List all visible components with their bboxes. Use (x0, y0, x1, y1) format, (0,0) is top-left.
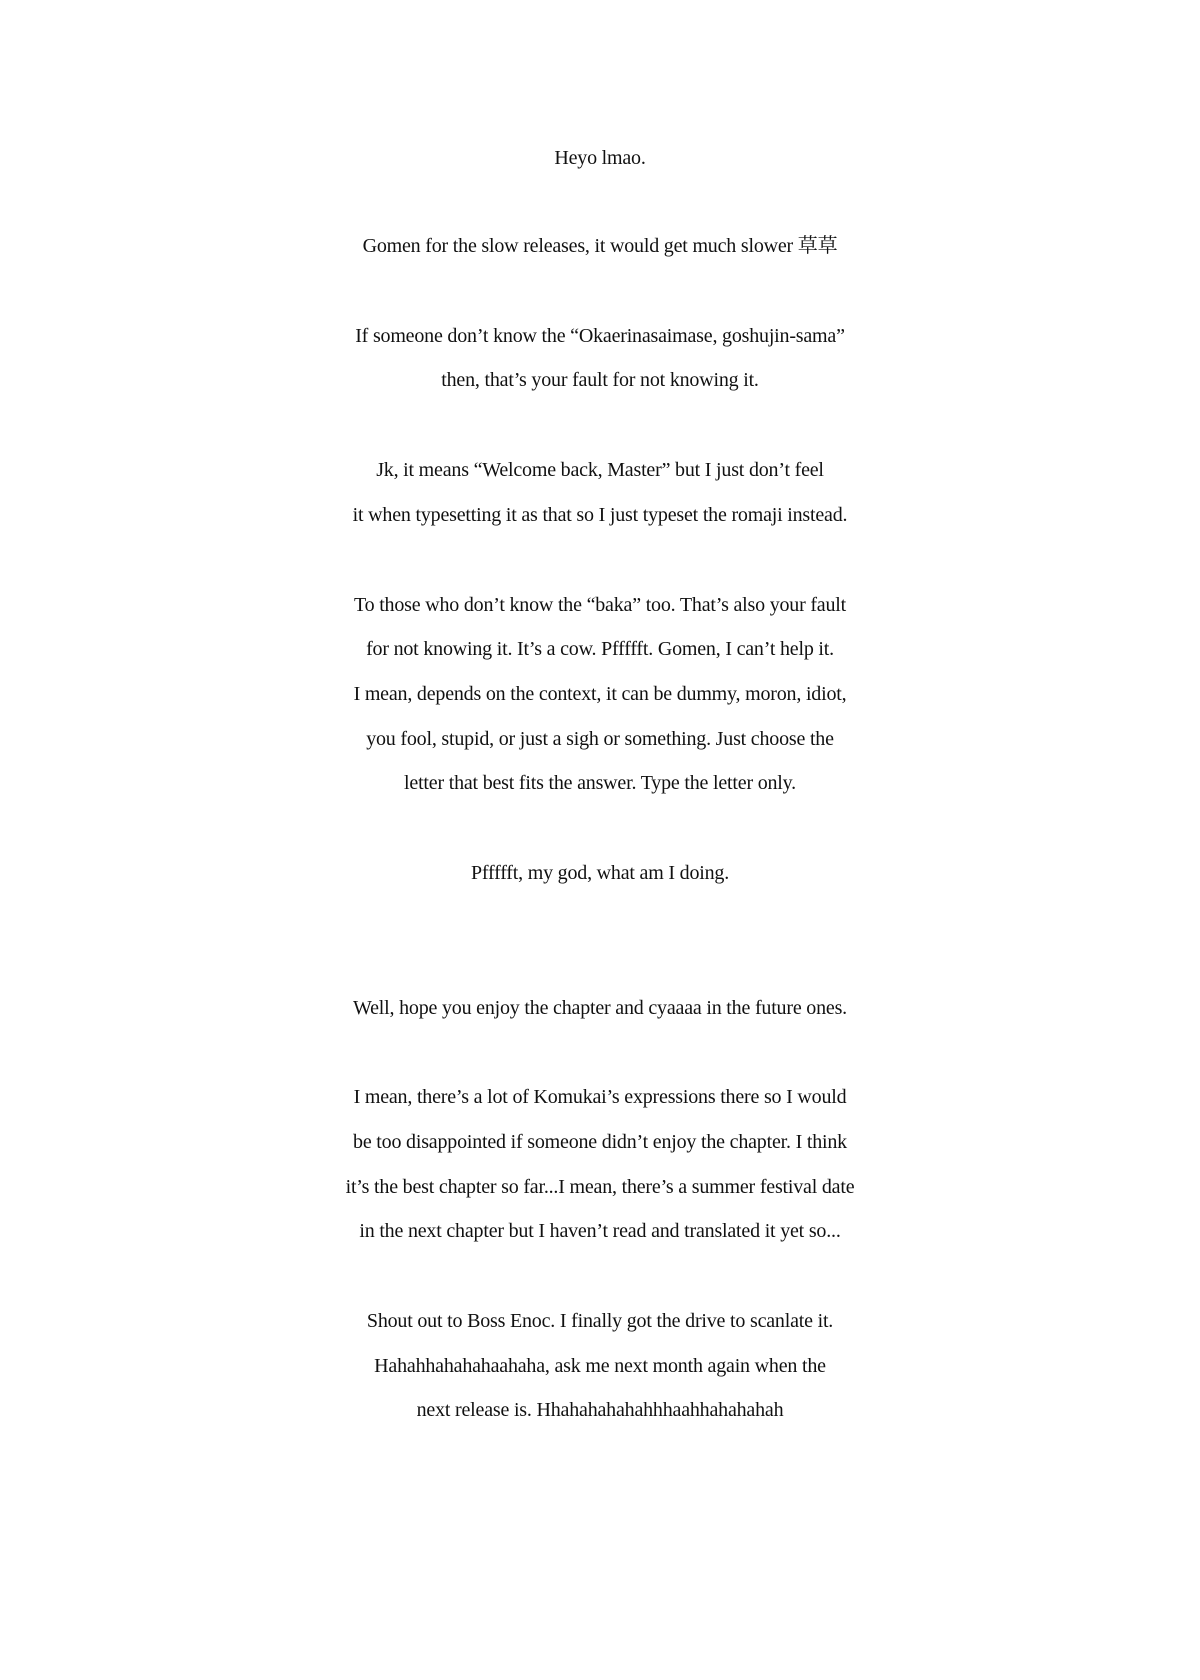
note-line: next release is. Hhahahahahahhhaahhahahahah (416, 1399, 784, 1421)
note-line: for not knowing it. It’s a cow. Pffffft. Gomen, I can’t help it. (366, 638, 834, 660)
note-line: Gomen for the slow releases, it would get much slower 草草 (362, 235, 838, 257)
note-line: you fool, stupid, or just a sigh or something. Just choose the (366, 728, 834, 750)
note-line: Heyo lmao. (554, 147, 646, 169)
note-line: letter that best fits the answer. Type the letter only. (404, 772, 796, 794)
note-line: I mean, depends on the context, it can be dummy, moron, idiot, (353, 683, 847, 705)
note-line: it’s the best chapter so far...I mean, there’s a summer festival date (345, 1176, 855, 1198)
note-line: then, that’s your fault for not knowing it. (441, 369, 759, 391)
note-line: To those who don’t know the “baka” too. That’s also your fault (353, 594, 847, 616)
note-line: Well, hope you enjoy the chapter and cyaaaa in the future ones. (353, 997, 847, 1019)
note-line: in the next chapter but I haven’t read and translated it yet so... (359, 1220, 841, 1242)
note-line: I mean, there’s a lot of Komukai’s expressions there so I would (353, 1086, 847, 1108)
note-line: it when typesetting it as that so I just typeset the romaji instead. (352, 504, 848, 526)
note-line: Shout out to Boss Enoc. I finally got the drive to scanlate it. (366, 1310, 834, 1332)
note-line: If someone don’t know the “Okaerinasaimase, goshujin-sama” (355, 325, 845, 347)
note-line: Pffffft, my god, what am I doing. (470, 862, 730, 884)
note-line: Hahahhahahahaahaha, ask me next month again when the (374, 1355, 826, 1377)
note-line: Jk, it means “Welcome back, Master” but I just don’t feel (376, 459, 824, 481)
note-line: be too disappointed if someone didn’t enjoy the chapter. I think (353, 1131, 847, 1153)
